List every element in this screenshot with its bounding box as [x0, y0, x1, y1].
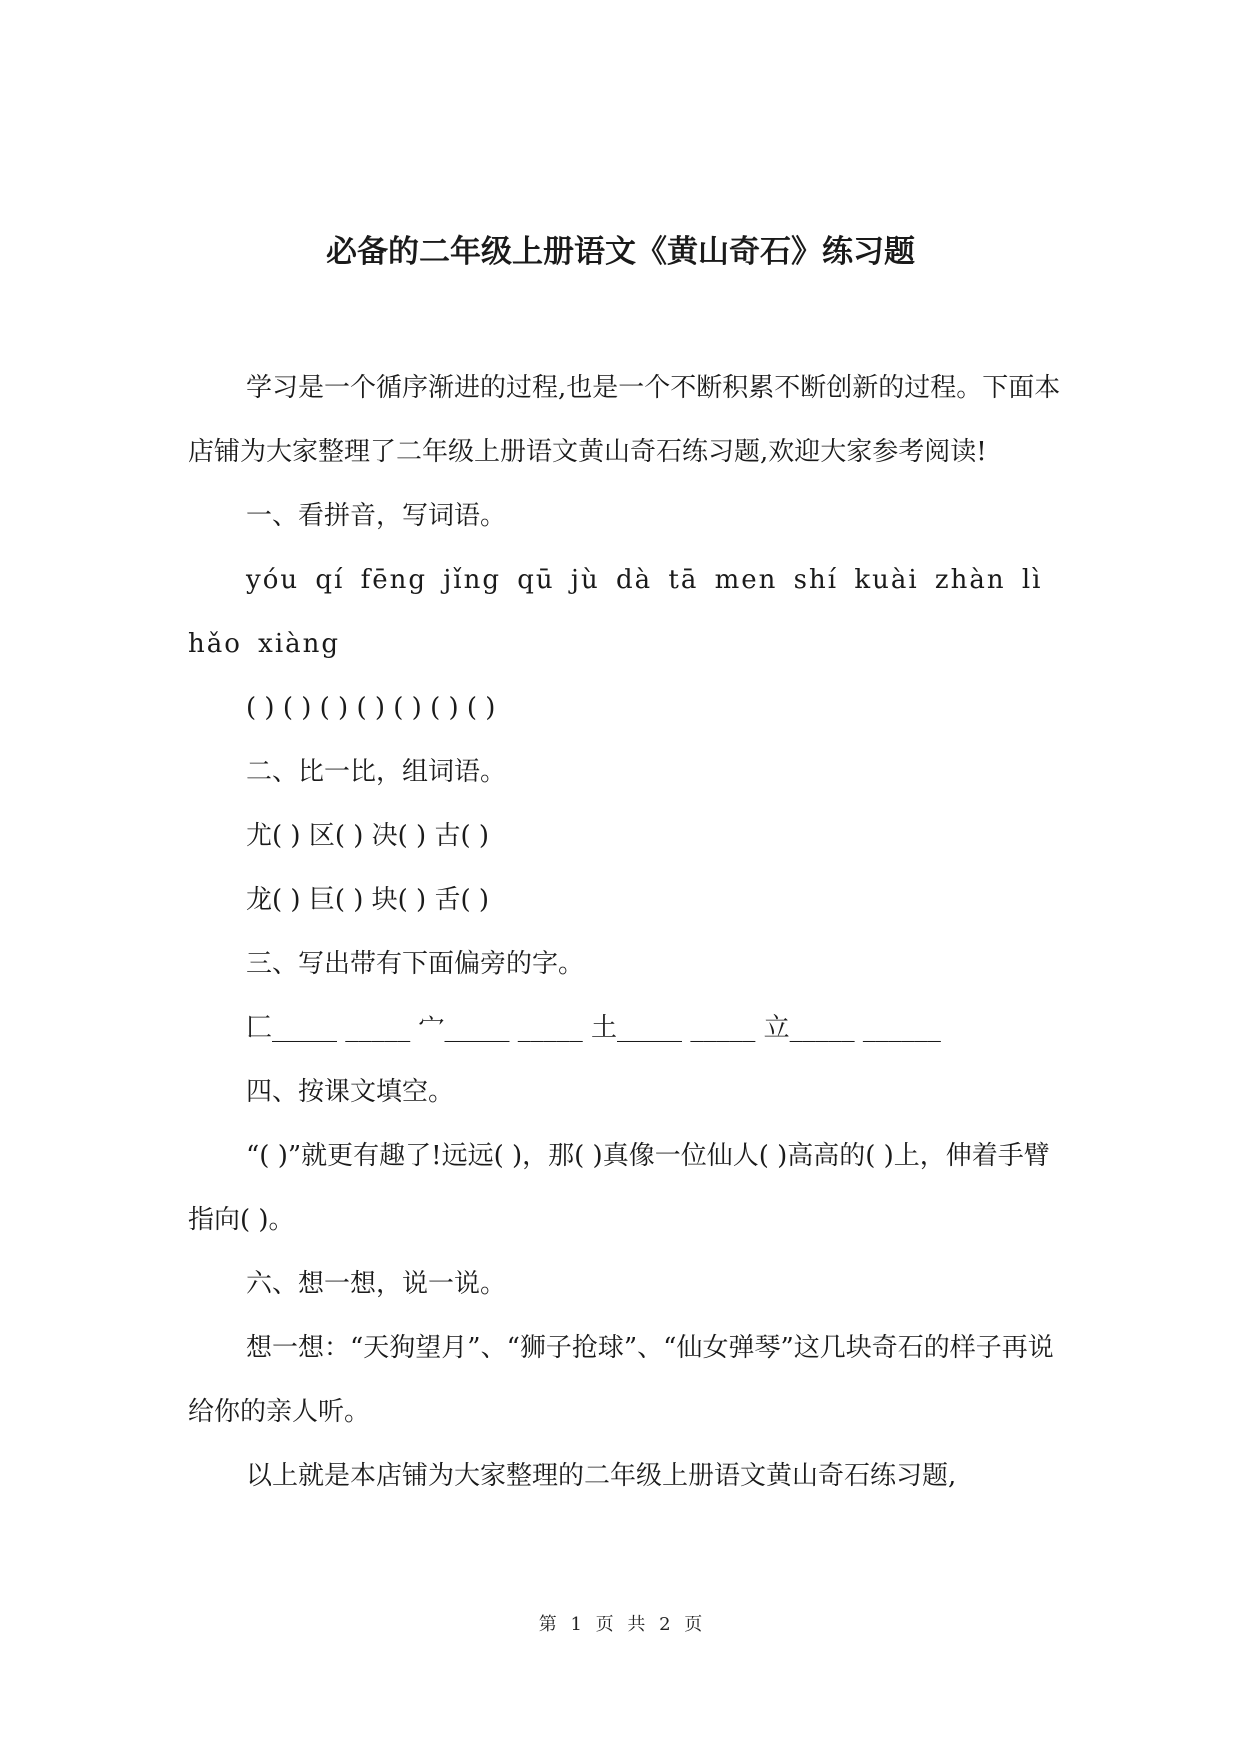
document-body [188, 356, 1068, 1508]
section2-row2: 龙( ) 巨( ) 块( ) 舌( ) [246, 885, 490, 915]
section4-text: “( )”就更有趣了!远远( )，那( )真像一位仙人( )高高的( )上，伸着手臂指向( )。 [188, 1141, 1050, 1235]
section1-heading: 一、看拼音，写词语。 [246, 501, 507, 531]
footer-mid1: 页 [595, 1614, 614, 1635]
section3-heading: 三、写出带有下面偏旁的字。 [246, 949, 585, 979]
section1-blanks: ( ) ( ) ( ) ( ) ( ) ( ) ( ) [246, 693, 496, 723]
page-title: 必备的二年级上册语文《黄山奇石》练习题 [326, 234, 915, 270]
page-footer [0, 1610, 1241, 1636]
section6-text: 想一想：“天狗望月”、“狮子抢球”、“仙女弹琴”这几块奇石的样子再说给你的亲人听。 [188, 1333, 1054, 1427]
footer-prefix: 第 [538, 1614, 557, 1635]
closing-paragraph: 以上就是本店铺为大家整理的二年级上册语文黄山奇石练习题, [246, 1461, 957, 1491]
section2-heading: 二、比一比，组词语。 [246, 757, 507, 787]
section1-pinyin: yóu qí fēng jǐng qū jù dà tā men shí kuài zhàn lì hǎo xiàng [188, 565, 1043, 659]
section2-row1: 尤( ) 区( ) 决( ) 古( ) [246, 821, 490, 851]
intro-paragraph: 学习是一个循序渐进的过程,也是一个不断积累不断创新的过程。下面本店铺为大家整理了二年级上册语文黄山奇石练习题,欢迎大家参考阅读! [188, 373, 1061, 467]
section3-line: 匚_____ _____ 宀_____ _____ 土_____ _____ 立_____ ______ [246, 1013, 941, 1043]
section4-heading: 四、按课文填空。 [246, 1077, 455, 1107]
section6-heading: 六、想一想，说一说。 [246, 1269, 507, 1299]
footer-mid2: 共 [627, 1614, 646, 1635]
footer-total-pages: 2 [659, 1614, 671, 1635]
footer-current-page: 1 [570, 1614, 582, 1635]
footer-suffix: 页 [684, 1614, 703, 1635]
